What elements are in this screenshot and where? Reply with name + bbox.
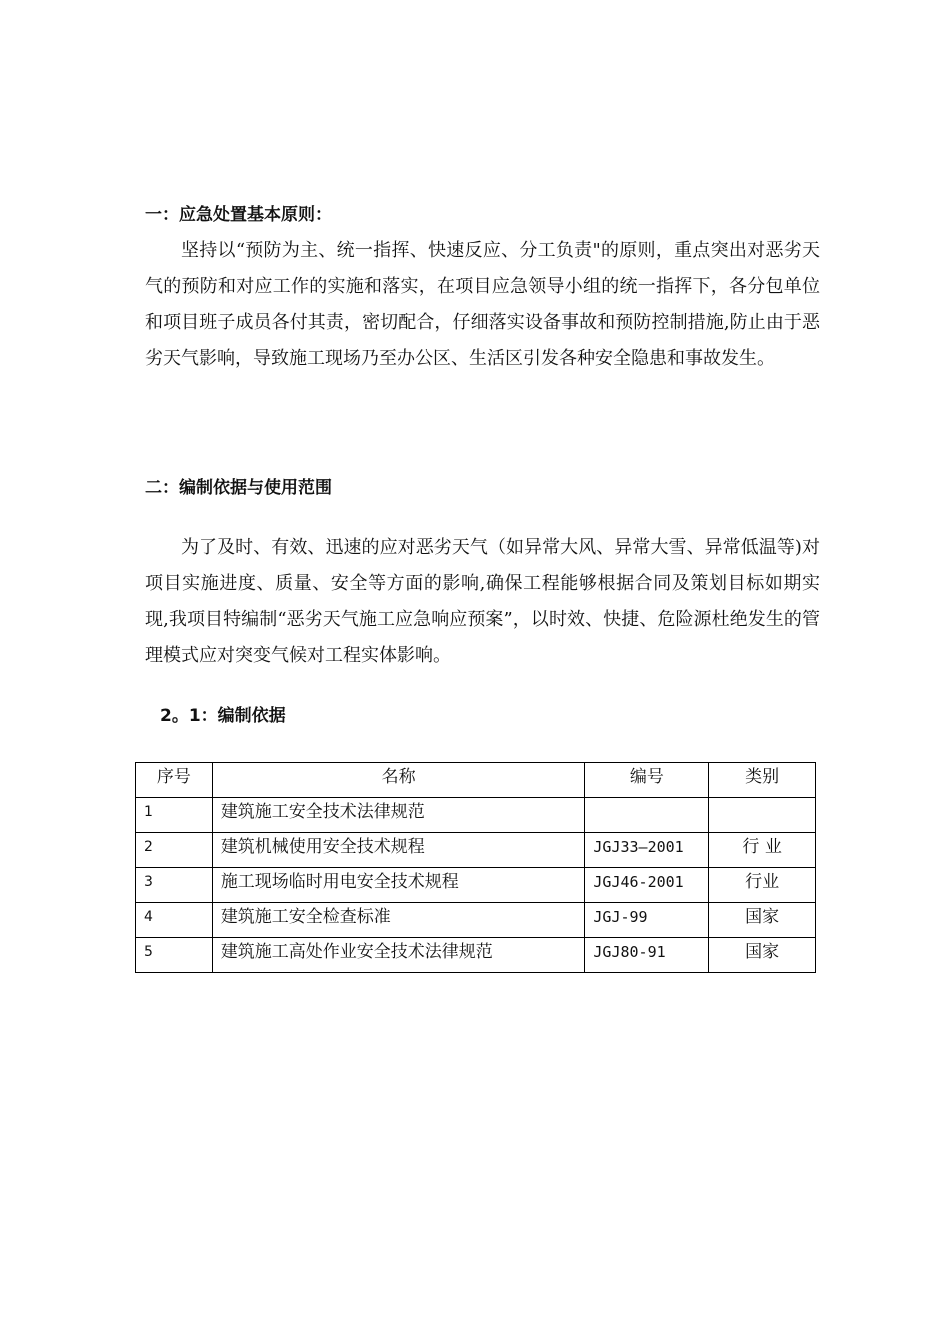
cell-name: 建筑施工高处作业安全技术法律规范 <box>212 938 585 973</box>
cell-name: 建筑施工安全技术法律规范 <box>212 798 585 833</box>
cell-no: 3 <box>136 868 213 903</box>
header-code: 编号 <box>585 763 709 798</box>
cell-code: JGJ33—2001 <box>585 833 709 868</box>
header-category: 类别 <box>709 763 816 798</box>
section-heading-principles: 一：应急处置基本原则： <box>145 205 332 225</box>
cell-no: 5 <box>136 938 213 973</box>
cell-name: 建筑机械使用安全技术规程 <box>212 833 585 868</box>
cell-code: JGJ46-2001 <box>585 868 709 903</box>
cell-category: 国家 <box>709 938 816 973</box>
table-row <box>136 868 816 903</box>
cell-name: 建筑施工安全检查标准 <box>212 903 585 938</box>
cell-code <box>585 798 709 833</box>
cell-no: 1 <box>136 798 213 833</box>
principles-paragraph: 坚持以“预防为主、统一指挥、快速反应、分工负责"的原则，重点突出对恶劣天气的预防和对应工作的实施和落实，在项目应急领导小组的统一指挥下，各分包单位和项目班子成员各付其责，密切配合，仔细落实设备事故和预防控制措施,防止由于恶劣天气影响，导致施工现场乃至办公区、生活区引发各种安全隐患和事故发生。 <box>145 240 820 369</box>
cell-no: 4 <box>136 903 213 938</box>
header-name: 名称 <box>212 763 585 798</box>
cell-category <box>709 798 816 833</box>
cell-category: 行 业 <box>709 833 816 868</box>
table-row <box>136 798 816 833</box>
basis-scope-paragraph: 为了及时、有效、迅速的应对恶劣天气（如异常大风、异常大雪、异常低温等)对项目实施进度、质量、安全等方面的影响,确保工程能够根据合同及策划目标如期实现,我项目特编制“恶劣天气施工应急响应预案”，以时效、快捷、危险源杜绝发生的管理模式应对突变气候对工程实体影响。 <box>145 537 820 666</box>
cell-code: JGJ80-91 <box>585 938 709 973</box>
table-row <box>136 833 816 868</box>
basis-table <box>135 762 816 973</box>
table-row <box>136 903 816 938</box>
cell-no: 2 <box>136 833 213 868</box>
cell-name: 施工现场临时用电安全技术规程 <box>212 868 585 903</box>
cell-category: 国家 <box>709 903 816 938</box>
cell-category: 行业 <box>709 868 816 903</box>
section-heading-basis-scope: 二：编制依据与使用范围 <box>145 478 332 498</box>
table-header-row <box>136 763 816 798</box>
cell-code: JGJ-99 <box>585 903 709 938</box>
table-row <box>136 938 816 973</box>
header-no: 序号 <box>136 763 213 798</box>
subsection-heading-basis: 2。1：编制依据 <box>160 706 286 726</box>
